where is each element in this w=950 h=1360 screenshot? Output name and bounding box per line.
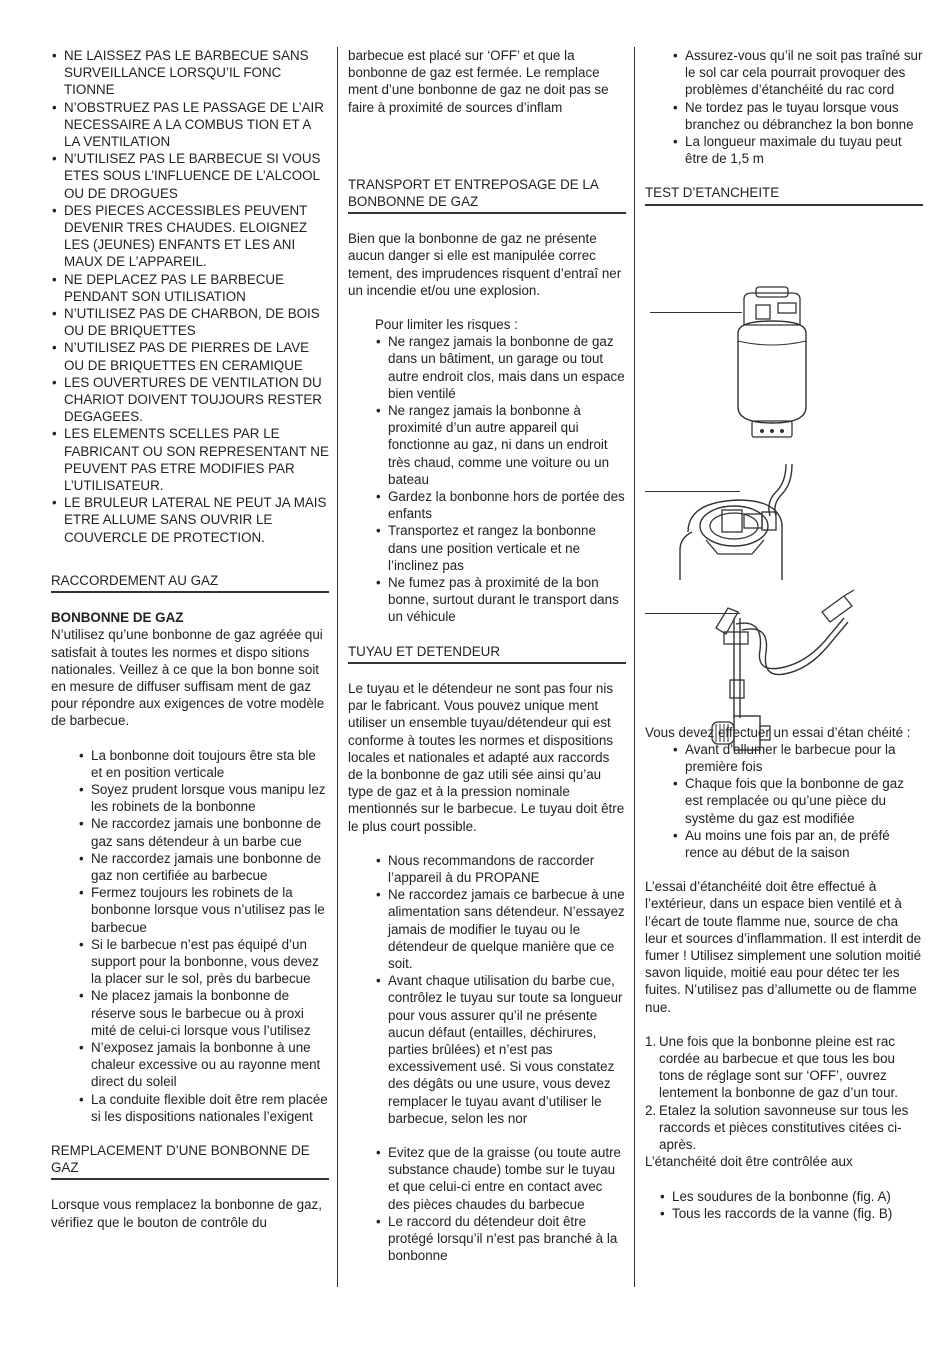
hose-regulator-illustration (694, 588, 864, 756)
bonbonne-paragraph: N’utilisez qu’une bonbonne de gaz agréée qui satisfait à toutes les normes et dispo sitions nationales. Veillez à ce que la bon bonne soit en mesure de diffuser suffisam ment de gaz pour répondre aux exigences de votre modèle de barbecue. (51, 627, 325, 729)
tuyau-rule-item: • Nous recommandons de raccorder l’appareil à du PROPANE (375, 852, 626, 886)
safety-warning-item: • NE LAISSEZ PAS LE BARBECUE SANS SURVEILLANCE LORSQU’IL FONC TIONNE (51, 47, 329, 99)
tuyau-rules-list-c (645, 47, 923, 167)
limiter-risque-item: • Gardez la bonbonne hors de portée des enfants (375, 488, 626, 522)
safety-warning-item: • N’UTILISEZ PAS LE BARBECUE SI VOUS ETES SOUS L’INFLUENCE DE L’ALCOOL OU DE DROGUES (51, 150, 329, 202)
controle-point-item: • Tous les raccords de la vanne (fig. B) (659, 1205, 923, 1222)
bonbonne-rule-item: • Fermez toujours les robinets de la bonbonne lorsque vous n’utilisez pas le barbecue (78, 884, 329, 936)
tuyau-rule-item: • Assurez-vous qu’il ne soit pas traîné sur le sol car cela pourrait provoquer des problèmes d’étanchéité du rac cord (672, 47, 923, 99)
essai-paragraph: L’essai d’étanchéité doit être effectué à l’extérieur, dans un espace bien ventilé et à l’écart de toute flamme nue, source de cha leur et sources d’inflammation. Il est interdit de fumer ! Utilisez simplement une solution moitié savon liquide, moitié eau pour détec ter les fuites. N’utilisez pas d’allumette ou de flamme nue. (645, 879, 922, 1015)
tuyau-paragraph: Le tuyau et le détendeur ne sont pas four nis par le fabricant. Vous pouvez unique ment utiliser un ensemble tuyau/détendeur qui est conforme à toutes les normes et dispositions locales et nationales et adapté aux raccords de la bonbonne de gaz utili sée ainsi qu’au type de gaz et à la pression nominale mentionnés sur le barbecue. Le tuyau doit être le plus court possible. (348, 680, 625, 834)
heading-test-etancheite: TEST D’ETANCHEITE (645, 184, 923, 205)
transport-paragraph: Bien que la bonbonne de gaz ne présente aucun danger si elle est manipulée correc tement, des imprudences risquent d’entraî ner un incendie et/ou une explosion. (348, 231, 622, 298)
essai-occasion-item: • Chaque fois que la bonbonne de gaz est remplacée ou qu’une pièce du système du gaz est modifiée (672, 775, 923, 827)
tuyau-rules-list-a (348, 852, 626, 1127)
leak-test-step: 1. Une fois que la bonbonne pleine est rac cordée au barbecue et que tous les bou tons de réglage sont sur ‘OFF’, ouvrez lentement la bonbonne de gaz d’un tour. (645, 1033, 923, 1102)
tuyau-rule-item: • Ne tordez pas le tuyau lorsque vous branchez ou débranchez la bon bonne (672, 99, 923, 133)
safety-warning-item: • LES ELEMENTS SCELLES PAR LE FABRICANT OU SON REPRESENTANT NE PEUVENT PAS ETRE MODIFIES PAR L’UTILISATEUR. (51, 425, 329, 494)
limiter-risque-item: • Ne rangez jamais la bonbonne à proximité d’un autre appareil qui fonctionne au gaz, ni dans un endroit très chaud, comme une voiture ou un bateau (375, 402, 626, 488)
tuyau-rule-item: • La longueur maximale du tuyau peut être de 1,5 m (672, 133, 923, 167)
tuyau-rules-list-b (348, 1144, 626, 1264)
controle-intro: L’étanchéité doit être contrôlée aux (645, 1154, 853, 1170)
bonbonne-rule-item: • La bonbonne doit toujours être sta ble et en position verticale (78, 747, 329, 781)
cylinder-valve-illustration (678, 462, 808, 582)
limiter-risque-item: • Transportez et rangez la bonbonne dans une position verticale et ne l’inclinez pas (375, 522, 626, 574)
safety-warning-item: • LE BRULEUR LATERAL NE PEUT JA MAIS ETRE ALLUME SANS OUVRIR LE COUVERCLE DE PROTECTION. (51, 494, 329, 546)
bonbonne-rule-item: • La conduite flexible doit être rem placée si les dispositions nationales l’exigent (78, 1091, 329, 1125)
safety-warning-item: • DES PIECES ACCESSIBLES PEUVENT DEVENIR TRES CHAUDES. ELOIGNEZ LES (JEUNES) ENFANTS ET LES ANI MAUX DE L’APPAREIL. (51, 202, 329, 271)
safety-warning-item: • N’UTILISEZ PAS DE PIERRES DE LAVE OU DE BRIQUETTES EN CERAMIQUE (51, 339, 329, 373)
bonbonne-rule-item: • Ne raccordez jamais une bonbonne de gaz non certifiée au barbecue (78, 850, 329, 884)
heading-raccordement: RACCORDEMENT AU GAZ (51, 572, 329, 593)
remplacement-continued-paragraph: barbecue est placé sur ‘OFF’ et que la bonbonne de gaz est fermée. Le remplace ment d’une bonbonne de gaz ne doit pas se faire à proximité de sources d’inflam (348, 48, 609, 115)
subheading-bonbonne: BONBONNE DE GAZ (51, 610, 184, 626)
bonbonne-rule-item: • Ne placez jamais la bonbonne de réserve sous le barbecue ou à proxi mité de celui-ci lorsque vous l’utilisez (78, 987, 329, 1039)
heading-remplacement: REMPLACEMENT D’UNE BONBONNE DE GAZ (51, 1142, 329, 1180)
controle-point-item: • Les soudures de la bonbonne (fig. A) (659, 1188, 923, 1205)
limiter-risque-item: • Ne fumez pas à proximité de la bon bonne, surtout durant le transport dans un véhicule (375, 574, 626, 626)
safety-warning-item: • N’OBSTRUEZ PAS LE PASSAGE DE L’AIR NECESSAIRE A LA COMBUS TION ET A LA VENTILATION (51, 99, 329, 151)
limiter-intro: Pour limiter les risques : (375, 317, 518, 333)
safety-warning-item: • NE DEPLACEZ PAS LE BARBECUE PENDANT SON UTILISATION (51, 271, 329, 305)
safety-warning-item: • N’UTILISEZ PAS DE CHARBON, DE BOIS OU DE BRIQUETTES (51, 305, 329, 339)
heading-tuyau: TUYAU ET DETENDEUR (348, 643, 626, 664)
tuyau-rule-item: • Le raccord du détendeur doit être protégé lorsqu’il n’est pas branché à la bonbonne (375, 1213, 626, 1265)
gas-cylinder-illustration (722, 285, 822, 445)
limiter-risque-item: • Ne rangez jamais la bonbonne de gaz dans un bâtiment, un garage ou tout autre endroit clos, mais dans un espace bien ventilé (375, 333, 626, 402)
column-2 (348, 47, 626, 1264)
essai-occasion-item: • Avant d’allumer le barbecue pour la première fois (672, 741, 923, 775)
tuyau-rule-item: • Evitez que de la graisse (ou toute autre substance chaude) tombe sur le tuyau et que celui-ci entre en contact avec des pièces chaudes du barbecue (375, 1144, 626, 1213)
controle-points-list (645, 1188, 923, 1222)
heading-transport: TRANSPORT ET ENTREPOSAGE DE LA BONBONNE DE GAZ (348, 176, 626, 214)
column-divider-1 (337, 47, 338, 1287)
bonbonne-rules-list (51, 747, 329, 1125)
bonbonne-rule-item: • Si le barbecue n’est pas équipé d’un support pour la bonbonne, vous devez la placer sur le sol, près du barbecue (78, 936, 329, 988)
column-divider-2 (634, 47, 635, 1287)
leak-test-step: 2. Etalez la solution savonneuse sur tous les raccords et pièces constitutives citées ci-après. (645, 1102, 923, 1154)
essai-occasion-item: • Au moins une fois par an, de préfé rence au début de la saison (672, 827, 923, 861)
bonbonne-rule-item: • Soyez prudent lorsque vous manipu lez les robinets de la bonbonne (78, 781, 329, 815)
essai-intro: Vous devez effectuer un essai d’étan chéité : (645, 724, 911, 740)
bonbonne-rule-item: • Ne raccordez jamais une bonbonne de gaz sans détendeur à un barbe cue (78, 815, 329, 849)
tuyau-rule-item: • Ne raccordez jamais ce barbecue à une alimentation sans détendeur. N’essayez jamais de modifier le tuyau ou le détendeur de quelque manière que ce soit. (375, 886, 626, 972)
bonbonne-rule-item: • N’exposez jamais la bonbonne à une chaleur excessive ou au rayonne ment direct du soleil (78, 1039, 329, 1091)
limiter-risques-list (348, 333, 626, 625)
safety-warning-item: • LES OUVERTURES DE VENTILATION DU CHARIOT DOIVENT TOUJOURS RESTER DEGAGEES. (51, 374, 329, 426)
safety-warning-list (51, 47, 329, 546)
tuyau-rule-item: • Avant chaque utilisation du barbe cue, contrôlez le tuyau sur toute sa longueur pour vous assurer qu’il ne présente aucun défaut (entailles, déchirures, parties brûlées) et n’est pas excessivement usé. Si vous constatez des dégâts ou une usure, vous devez remplacer le tuyau avant d’utiliser le barbecue, selon les nor (375, 972, 626, 1127)
essai-occasions-list (645, 741, 923, 861)
remplacement-paragraph: Lorsque vous remplacez la bonbonne de gaz, vérifiez que le bouton de contrôle du (51, 1197, 322, 1230)
leak-test-steps (645, 1033, 923, 1153)
column-1 (51, 47, 329, 1231)
